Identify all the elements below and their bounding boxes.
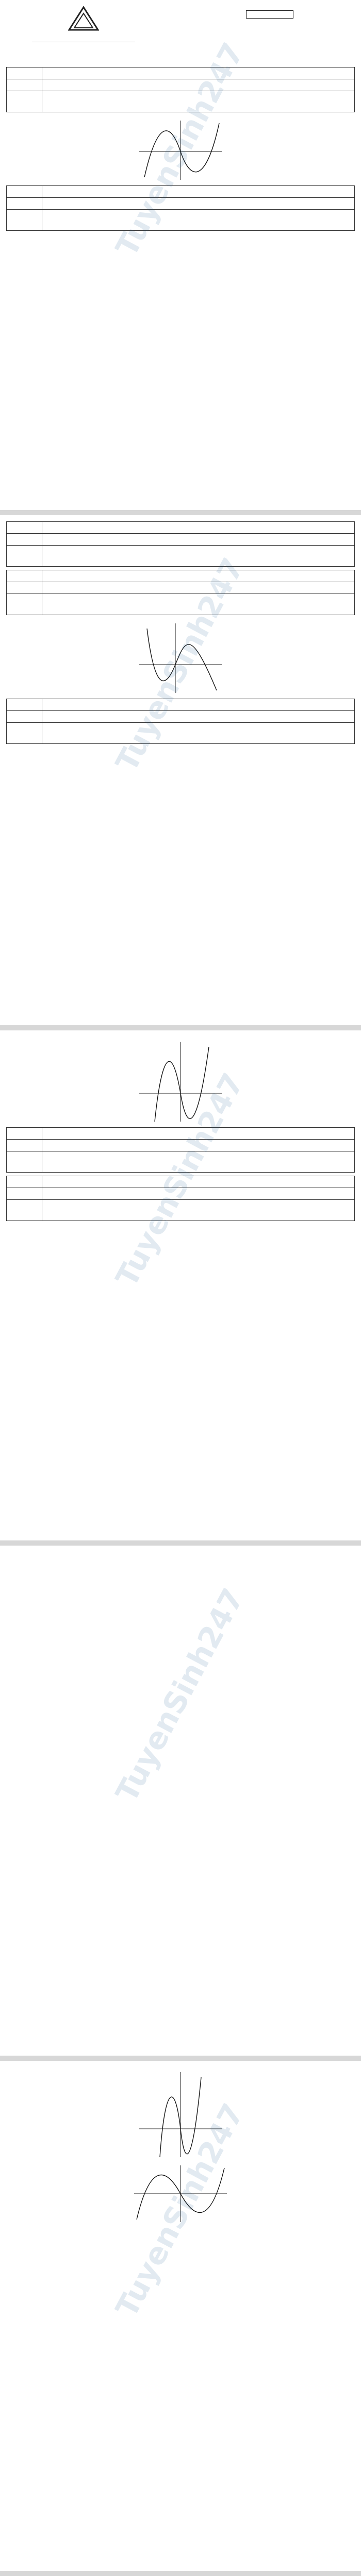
school-block — [6, 4, 161, 44]
function-graph-1 — [134, 115, 227, 182]
page-separator — [0, 2571, 361, 2576]
page-3 — [0, 1030, 361, 1540]
watermark: TuyenSinh247 — [109, 37, 251, 262]
function-graph-3 — [134, 1037, 227, 1124]
watermark: TuyenSinh247 — [109, 552, 251, 777]
variation-table-2 — [6, 185, 355, 231]
exam-code-box — [246, 10, 293, 19]
variation-table-4 — [6, 570, 355, 615]
function-graph-4 — [134, 2067, 227, 2160]
page-separator — [0, 510, 361, 515]
page-separator — [0, 1540, 361, 1546]
page-2 — [0, 515, 361, 1025]
page-1 — [0, 0, 361, 510]
function-graph-2 — [134, 618, 227, 696]
page-4 — [0, 1546, 361, 2056]
watermark: TuyenSinh247 — [109, 1583, 251, 1808]
page-separator — [0, 1025, 361, 1030]
title-block — [185, 4, 355, 19]
school-logo-icon — [68, 6, 99, 31]
exam-header — [6, 4, 355, 65]
watermark: TuyenSinh247 — [109, 1067, 251, 1293]
page-5 — [0, 2061, 361, 2571]
function-graph-5 — [129, 2163, 232, 2225]
variation-table-3 — [6, 521, 355, 567]
header-divider — [32, 37, 135, 42]
watermark: TuyenSinh247 — [109, 2098, 251, 2323]
variation-table-5 — [6, 699, 355, 744]
variation-table-7 — [6, 1176, 355, 1221]
variation-table-6 — [6, 1127, 355, 1173]
page-separator — [0, 2056, 361, 2061]
variation-table-1 — [6, 67, 355, 112]
